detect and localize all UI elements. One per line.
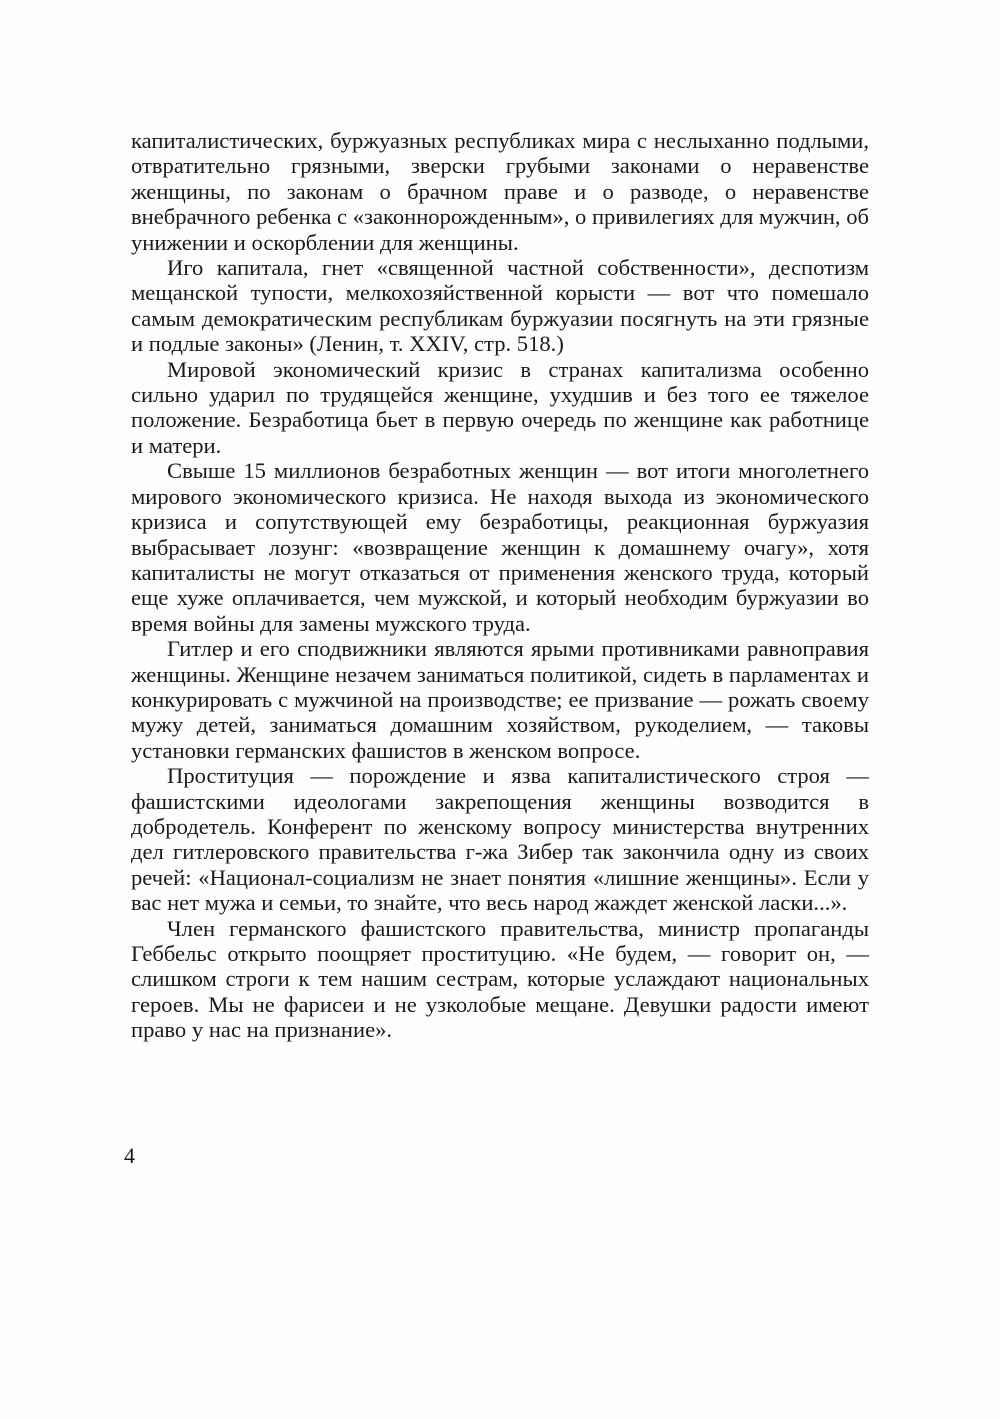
paragraph-4: Свыше 15 миллионов безработных женщин — вот итоги многолетнего мирового экономического кризиса. Не находя выхода из экономического кризиса и сопутствующей ему безработицы, реакционная буржуазия выбрасывает лозунг: «возвращение женщин к домашнему очагу», хотя капиталисты не могут отказаться от применения женского труда, который еще хуже оплачивается, чем мужской, и который необходим буржуазии во время войны для замены мужского труда. — [131, 458, 869, 636]
paragraph-2: Иго капитала, гнет «священной частной собственности», деспотизм мещанской тупости, мелкохозяйственной корысти — вот что помешало самым демократическим республикам буржуазии посягнуть на эти грязные и подлые законы» (Ленин, т. XXIV, стр. 518.) — [131, 255, 869, 357]
page-number: 4 — [124, 1143, 135, 1168]
paragraph-1: капиталистических, буржуазных республиках мира с неслыханно подлыми, отвратительно грязными, зверски грубыми законами о неравенстве женщины, по законам о брачном праве и о разводе, о неравенстве внебрачного ребенка с «законнорожденным», о привилегиях для мужчин, об унижении и оскорблении для женщины. — [131, 128, 869, 255]
paragraph-7: Член германского фашистского правительства, министр пропаганды Геббельс открыто поощряет проституцию. «Не будем, — говорит он, — слишком строги к тем нашим сестрам, которые услаждают национальных героев. Мы не фарисеи и не узколобые мещане. Девушки радости имеют право у нас на признание». — [131, 915, 869, 1043]
paragraph-3: Мировой экономический кризис в странах капитализма особенно сильно ударил по трудящейся женщине, ухудшив и без того ее тяжелое положение. Безработица бьет в первую очередь по женщине как работнице и матери. — [131, 356, 869, 458]
paragraph-6: Проституция — порождение и язва капиталистического строя — фашистскими идеологами закрепощения женщины возводится в добродетель. Конферент по женскому вопросу министерства внутренних дел гитлеровского правительства г-жа Зибер так закончила одну из своих речей: «Национал-социализм не знает понятия «лишние женщины». Если у вас нет мужа и семьи, то знайте, что весь народ жаждет женской ласки...». — [131, 763, 869, 916]
paragraph-5: Гитлер и его сподвижники являются ярыми противниками равноправия женщины. Женщине незачем заниматься политикой, сидеть в парламентах и конкурировать с мужчиной на производстве; ее призвание — рожать своему мужу детей, заниматься домашним хозяйством, рукоделием, — таковы установки германских фашистов в женском вопросе. — [131, 636, 869, 763]
body-text — [131, 128, 869, 1043]
